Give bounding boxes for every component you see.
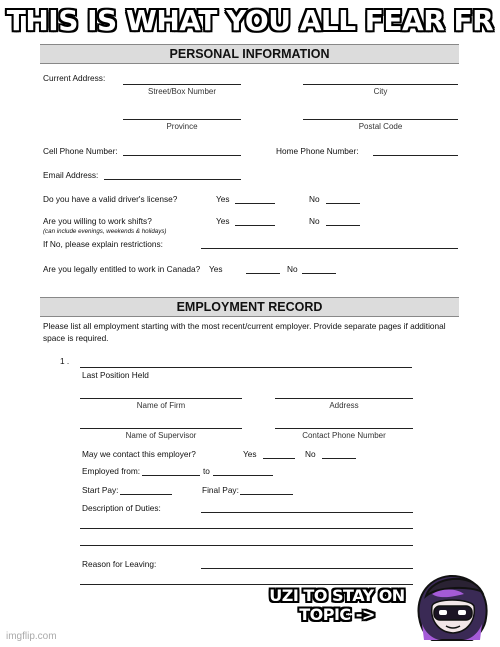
final-pay-line[interactable] (240, 494, 293, 495)
entitled-yes-label: Yes (209, 264, 223, 274)
restrictions-line[interactable] (201, 248, 458, 249)
bottom-caption: UZI TO STAY ON TOPIC -> (269, 586, 405, 624)
imgflip-watermark: imgflip.com (6, 631, 57, 642)
license-question: Do you have a valid driver's license? (43, 194, 178, 204)
province-label: Province (166, 122, 198, 131)
character-avatar-icon (412, 570, 492, 644)
contact-phone-line[interactable] (275, 428, 413, 429)
firm-line[interactable] (80, 398, 242, 399)
city-line[interactable] (303, 84, 458, 85)
employed-to-label: to (203, 466, 210, 476)
entitled-yes-line[interactable] (246, 273, 280, 274)
home-phone-line[interactable] (373, 155, 458, 156)
reason-label: Reason for Leaving: (82, 559, 157, 569)
supervisor-label: Name of Supervisor (125, 431, 197, 440)
home-phone-label: Home Phone Number: (276, 146, 359, 156)
contact-question: May we contact this employer? (82, 449, 196, 459)
reason-line-2[interactable] (80, 584, 413, 585)
shifts-yes-label: Yes (216, 216, 230, 226)
employed-from-label: Employed from: (82, 466, 141, 476)
license-no-line[interactable] (326, 203, 360, 204)
entitled-question: Are you legally entitled to work in Canada? (43, 264, 201, 274)
personal-info-header: PERSONAL INFORMATION (40, 44, 459, 64)
employment-record-header: EMPLOYMENT RECORD (40, 297, 459, 317)
supervisor-line[interactable] (80, 428, 242, 429)
shifts-yes-line[interactable] (235, 225, 275, 226)
license-yes-label: Yes (216, 194, 230, 204)
address-label: Address (329, 401, 359, 410)
license-yes-line[interactable] (235, 203, 275, 204)
shifts-no-label: No (309, 216, 320, 226)
city-label: City (373, 87, 388, 96)
shifts-no-line[interactable] (326, 225, 360, 226)
contact-no-line[interactable] (322, 458, 356, 459)
duties-line-1[interactable] (201, 512, 413, 513)
contact-phone-label: Contact Phone Number (302, 431, 386, 440)
contact-yes-line[interactable] (263, 458, 295, 459)
email-line[interactable] (104, 179, 241, 180)
address-line[interactable] (275, 398, 413, 399)
entry-number: 1 . (60, 356, 70, 366)
current-address-label: Current Address: (43, 73, 106, 83)
email-label: Email Address: (43, 170, 99, 180)
street-label: Street/Box Number (147, 87, 217, 96)
cell-phone-line[interactable] (123, 155, 241, 156)
employed-from-line[interactable] (142, 475, 200, 476)
restrictions-question: If No, please explain restrictions: (43, 239, 163, 249)
license-no-label: No (309, 194, 320, 204)
final-pay-label: Final Pay: (202, 485, 239, 495)
start-pay-line[interactable] (120, 494, 172, 495)
last-position-label: Last Position Held (82, 370, 149, 380)
duties-line-2[interactable] (80, 528, 413, 529)
postal-label: Postal Code (358, 122, 403, 131)
province-line[interactable] (123, 119, 241, 120)
cell-phone-label: Cell Phone Number: (43, 146, 118, 156)
entitled-no-label: No (287, 264, 298, 274)
street-line[interactable] (123, 84, 241, 85)
reason-line-1[interactable] (201, 568, 413, 569)
employed-to-line[interactable] (213, 475, 273, 476)
shifts-question: Are you willing to work shifts? (43, 216, 152, 226)
postal-line[interactable] (303, 119, 458, 120)
employment-instructions: Please list all employment starting with the most recent/current employer. Provide separate pages if additional space is required. (43, 321, 446, 343)
top-caption: THIS IS WHAT YOU ALL FEAR FR (6, 4, 494, 37)
shifts-note: (can include evenings, weekends & holidays) (43, 228, 167, 235)
last-position-line[interactable] (80, 367, 412, 368)
duties-line-3[interactable] (80, 545, 413, 546)
contact-yes-label: Yes (243, 449, 257, 459)
duties-label: Description of Duties: (82, 503, 161, 513)
start-pay-label: Start Pay: (82, 485, 119, 495)
firm-label: Name of Firm (136, 401, 186, 410)
entitled-no-line[interactable] (302, 273, 336, 274)
contact-no-label: No (305, 449, 316, 459)
